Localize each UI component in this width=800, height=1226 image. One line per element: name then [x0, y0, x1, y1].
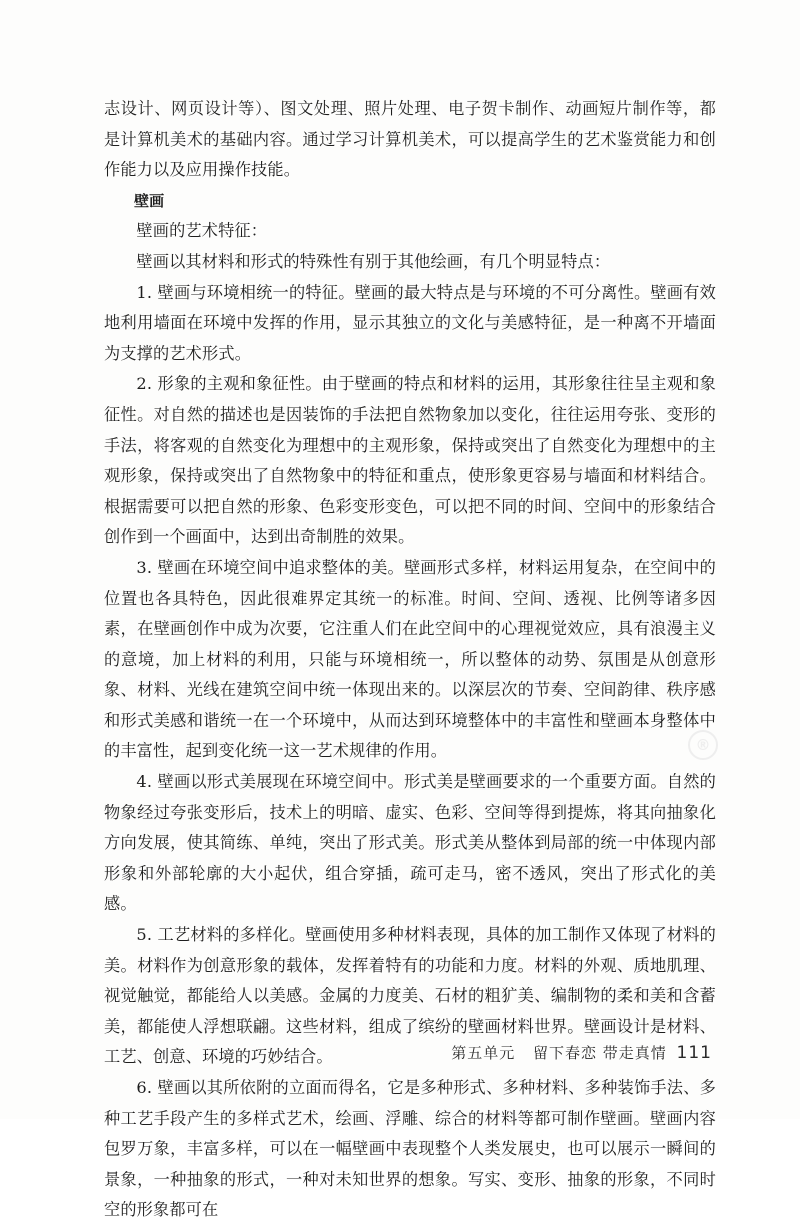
paragraph-point-4: 4. 壁画以形式美展现在环境空间中。形式美是壁画要求的一个重要方面。自然的物象经过夸张变形后，技术上的明暗、虚实、色彩、空间等得到提炼，将其向抽象化方向发展，使其简练、单纯，突出了形式美。形式美从整体到局部的统一中体现内部形象和外部轮廓的大小起伏，组合穿插，疏可走马，密不透风，突出了形式化的美感。 — [104, 772, 716, 914]
paragraph-point-5: 5. 工艺材料的多样化。壁画使用多种材料表现，具体的加工制作又体现了材料的美。材料作为创意形象的载体，发挥着特有的功能和力度。材料的外观、质地肌理、视觉触觉，都能给人以美感。金属的力度美、石材的粗犷美、编制物的柔和美和含蓄美，都能使人浮想联翩。这些材料，组成了缤纷的壁画材料世界。壁画设计是材料、工艺、创意、环境的巧妙结合。 — [104, 925, 716, 1067]
paragraph-lead: 壁画以其材料和形式的特殊性有别于其他绘画，有几个明显特点： — [136, 251, 611, 271]
paragraph-point-2: 2. 形象的主观和象征性。由于壁画的特点和材料的运用，其形象往往呈主观和象征性。对自然的描述也是因装饰的手法把自然物象加以变化，往往运用夸张、变形的手法，将客观的自然变化为理想中的主观形象，保持或突出了自然变化为理想中的主观形象，保持或突出了自然物象中的特征和重点，使形象更容易与墙面和材料结合。根据需要可以把自然的形象、色彩变形变色，可以把不同的时间、空间中的形象结合创作到一个画面中，达到出奇制胜的效果。 — [104, 374, 716, 547]
registered-mark-watermark: ® — [688, 730, 718, 760]
paragraph-point-6: 6. 壁画以其所依附的立面而得名，它是多种形式、多种材料、多种装饰手法、多种工艺手段产生的多样式艺术，绘画、浮雕、综合的材料等都可制作壁画。壁画内容包罗万象，丰富多样，可以在一幅壁画中表现整个人类发展史，也可以展示一瞬间的景象，一种抽象的形式，一种对未知世界的想象。写实、变形、抽象的形象，不同时空的形象都可在 — [104, 1078, 716, 1220]
section-heading-mural: 壁画 — [134, 191, 165, 210]
footer-title: 留下春恋 带走真情 — [532, 1044, 667, 1062]
paragraph-point-1: 1. 壁画与环境相统一的特征。壁画的最大特点是与环境的不可分离性。壁画有效地利用墙面在环境中发挥的作用，显示其独立的文化与美感特征，是一种离不开墙面为支撑的艺术形式。 — [104, 282, 716, 363]
page-number: 111 — [676, 1043, 712, 1063]
paragraph-point-3: 3. 壁画在环境空间中追求整体的美。壁画形式多样，材料运用复杂，在空间中的位置也各具特色，因此很难界定其统一的标准。时间、空间、透视、比例等诸多因素，在壁画创作中成为次要，它注重人们在此空间中的心理视觉效应，具有浪漫主义的意境，加上材料的利用，只能与环境相统一，所以整体的动势、氛围是从创意形象、材料、光线在建筑空间中统一体现出来的。以深层次的节奏、空间韵律、秩序感和形式美感和谐统一在一个环境中，从而达到环境整体中的丰富性和壁画本身整体中的丰富性，起到变化统一这一艺术规律的作用。 — [104, 557, 716, 761]
paragraph-subheading: 壁画的艺术特征： — [136, 221, 268, 241]
page-footer — [451, 1042, 712, 1063]
footer-unit: 第五单元 — [451, 1044, 516, 1062]
paragraph-intro: 志设计、网页设计等）、图文处理、照片处理、电子贺卡制作、动画短片制作等，都是计算机美术的基础内容。通过学习计算机美术，可以提高学生的艺术鉴赏能力和创作能力以及应用操作技能。 — [104, 99, 716, 180]
